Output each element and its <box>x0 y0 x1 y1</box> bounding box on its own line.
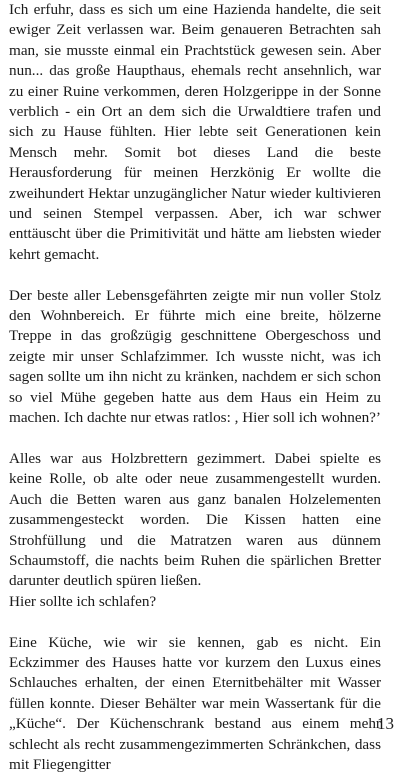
page-number: 13 <box>377 714 394 733</box>
paragraph-spacer <box>9 265 381 285</box>
book-page-body <box>9 0 381 775</box>
paragraph-spacer <box>9 429 381 449</box>
paragraph-hazienda: Ich erfuhr, dass es sich um eine Hazienda handelte, die seit ewiger Zeit verlassen war. Beim genaueren Betrachten sah man, sie musste einmal ein Prachtstück gewesen sein. Aber nun... das große Haupthaus, ehemals recht ansehnlich, war zu einer Ruine verkommen, deren Holzgerippe in der Sonne verblich - ein Ort an dem sich die Urwaldtiere trafen und sich zu Hause fühlten. Hier lebte seit Generationen kein Mensch mehr. Somit bot dieses Land die beste Herausforderung für meinen Herzkönig Er wollte die zweihundert Hektar unzugänglicher Natur wieder kultivieren und seinen Stempel verpassen. Aber, ich war schwer enttäuscht über die Primitivität und hätte am liebsten wieder kehrt gemacht. <box>9 1 381 263</box>
paragraph-holzbretter: Alles war aus Holzbrettern gezimmert. Dabei spielte es keine Rolle, ob alte oder neue zusammengestellt wurden. Auch die Betten waren aus ganz banalen Holzelementen zusammengesteckt worden. Die Kissen hatten eine Strohfüllung und die Matratzen waren aus dünnem Schaumstoff, die nachts beim Ruhen die spärlichen Bretter darunter deutlich spüren ließen. <box>9 449 381 590</box>
paragraph-schlafen-question: Hier sollte ich schlafen? <box>9 592 157 610</box>
paragraph-wohnbereich: Der beste aller Lebensgefährten zeigte mir nun voller Stolz den Wohnbereich. Er führte mich eine breite, hölzerne Treppe in das großzügig geschnittene Obergeschoss und zeigte mir unser Schlafzimmer. Ich wusste nicht, was ich sagen sollte um ihn nicht zu kränken, nachdem er sich schon so viel Mühe gegeben hatte aus dem Haus ein Heim zu machen. Ich dachte nur etwas ratlos: , Hier soll ich wohnen?’ <box>9 286 381 427</box>
paragraph-kueche: Eine Küche, wie wir sie kennen, gab es nicht. Ein Eckzimmer des Hauses hatte vor kurzem den Luxus eines Schlauches erhalten, der einen Eternitbehälter mit Wasser füllen konnte. Dieser Behälter war mein Wassertank für die „Küche“. Der Küchenschrank bestand aus einem mehr schlecht als recht zusammengezimmerten Schränkchen, dass mit Fliegengitter <box>9 633 381 773</box>
paragraph-spacer <box>9 612 381 632</box>
